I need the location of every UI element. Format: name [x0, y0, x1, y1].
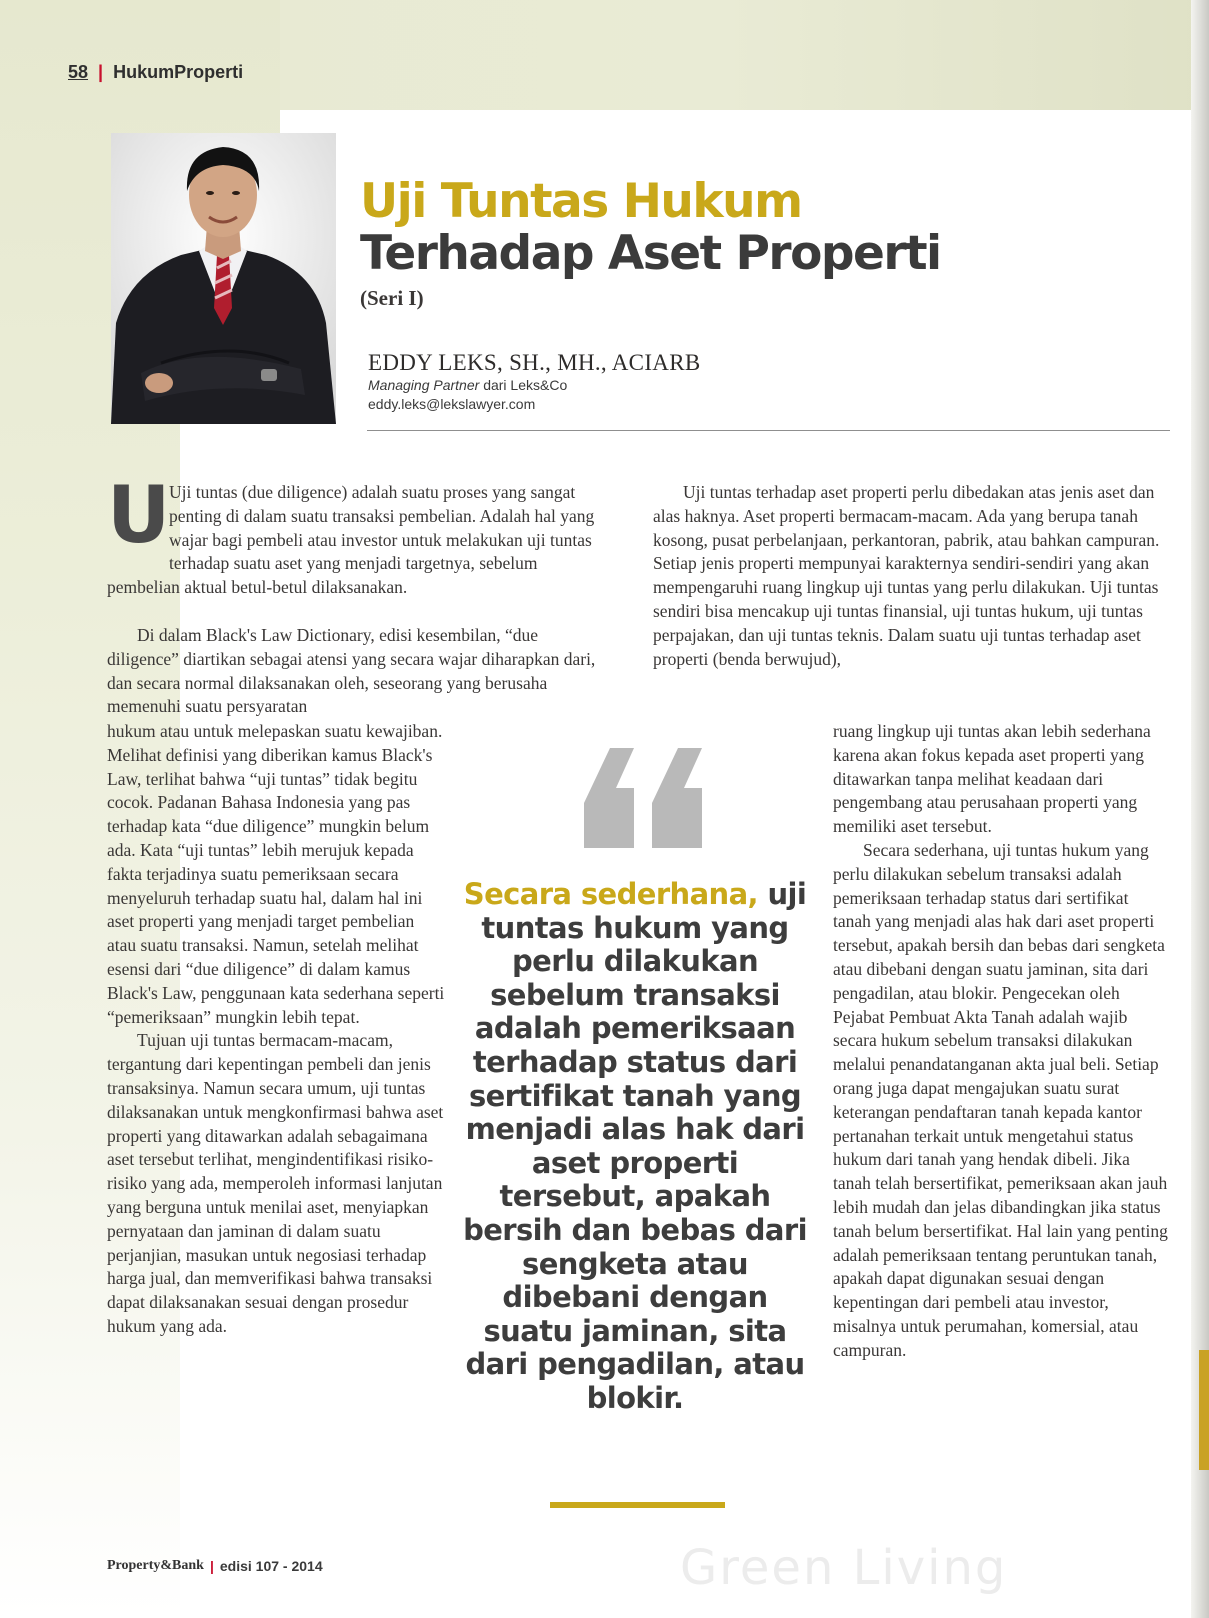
- edition-label: edisi 107 - 2014: [219, 1558, 323, 1574]
- drop-cap-spacer: U: [107, 471, 171, 561]
- article-title-line1: Uji Tuntas Hukum: [360, 174, 802, 229]
- pull-quote-lead: Secara sederhana,: [463, 877, 758, 911]
- intro-paragraph-container: [107, 471, 613, 598]
- intro-paragraph: Uji tuntas (due diligence) adalah suatu proses yang sangat penting di dalam suatu transaksi pembelian. Adalah hal yang wajar bagi pembeli atau investor untuk melakukan uji tuntas terhadap suatu aset yang menjadi targetnya, sebelum pembelian aktual betul-betul dilaksanakan.: [107, 482, 595, 598]
- quote-mark-icon: [576, 748, 712, 848]
- page-footer: [107, 1558, 323, 1574]
- author-email: eddy.leks@lekslawyer.com: [368, 396, 536, 412]
- column-2-paragraph-1-start: Uji tuntas terhadap aset properti perlu dibedakan atas jenis aset dan alas haknya. Aset properti bermacam-macam. Ada yang berupa tanah kosong, pusat perbelanjaan, perkantoran, pabrik, atau bahkan campuran. Setiap jenis properti mempunyai karakternya sendiri-sendiri yang akan mempengaruhi ruang lingkup uji tuntas yang perlu dilakukan. Uji tuntas sendiri bisa mencakup uji tuntas finansial, uji tuntas hukum, uji tuntas perpajakan, dan uji tuntas teknis. Dalam suatu uji tuntas terhadap aset properti (benda berwujud),: [653, 482, 1160, 669]
- footer-divider: |: [209, 1558, 214, 1574]
- paragraph-2-wide: [107, 624, 613, 719]
- paragraph-3: Tujuan uji tuntas bermacam-macam, tergantung dari kepentingan pembeli dan jenis transaksinya. Namun secara umum, uji tuntas dilaksanakan untuk mengkonfirmasi bahwa aset properti yang ditawarkan adalah sebagaimana aset tersebut terlihat, mengindentifikasi risiko-risiko yang ada, memperoleh informasi lanjutan yang berguna untuk menilai aset, menyiapkan pernyataan dan jaminan di dalam suatu perjanjian, masukan untuk negosiasi terhadap harga jual, dan memverifikasi bahwa transaksi dapat dilaksanakan sesuai dengan prosedur hukum yang ada.: [107, 1030, 444, 1336]
- page-watermark: Green Living: [680, 1540, 1008, 1596]
- article-title-block: [360, 176, 1160, 311]
- column-1-narrow: [107, 720, 447, 1339]
- paragraph-2-end: hukum atau untuk melepaskan suatu kewajiban. Melihat definisi yang diberikan kamus Black's Law, terlihat bahwa “uji tuntas” tidak begitu cocok. Padanan Bahasa Indonesia yang pas terhadap kata “due diligence” mungkin belum ada. Kata “uji tuntas” lebih merujuk kepada fakta terjadinya suatu pemeriksaan secara menyeluruh terhadap suatu hal, dalam hal ini aset properti yang menjadi target pembelian atau suatu transaksi. Namun, setelah melihat esensi dari “due diligence” di dalam kamus Black's Law, penggunaan kata sederhana seperti “pemeriksaan” mungkin lebih tepat.: [107, 721, 445, 1027]
- author-portrait-image: [111, 133, 336, 424]
- page-header: [68, 62, 243, 83]
- author-firm: dari Leks&Co: [483, 377, 568, 393]
- page-number: 58: [68, 62, 89, 82]
- page-edge-tab: [1199, 1350, 1209, 1470]
- pull-quote-body: uji tuntas hukum yang perlu dilakukan sebelum transaksi adalah pemeriksaan terhadap status dari sertifikat tanah yang menjadi alas hak dari aset properti tersebut, apakah bersih dan bebas dari sengketa atau dibebani dengan suatu jaminan, sita dari pengadilan, atau blokir.: [463, 877, 807, 1415]
- section-name: HukumProperti: [113, 62, 244, 82]
- author-byline: [368, 350, 700, 414]
- author-photo: [111, 133, 336, 424]
- article-title-line2: Terhadap Aset Properti: [360, 226, 941, 281]
- column-2-paragraph-2: Secara sederhana, uji tuntas hukum yang perlu dilakukan sebelum transaksi adalah pemeriksaan terhadap status dari sertifikat tanah yang menjadi alas hak dari aset properti tersebut, apakah bersih dan bebas dari sengketa atau dibebani dengan suatu jaminan, sita dari pengadilan, atau blokir. Pengecekan oleh Pejabat Pembuat Akta Tanah adalah wajib secara hukum sebelum transaksi dilakukan melalui penandatanganan akta jual beli. Setiap orang juga dapat mengajukan suatu surat keterangan pendaftaran tanah kepada kantor pertanahan terkait untuk mengetahui status hukum dari tanah yang hendak dibeli. Jika tanah telah bersertifikat, pemeriksaan akan jauh lebih mudah dan jelas dibandingkan jika status tanah belum bersertifikat. Hal lain yang penting adalah pemeriksaan tentang peruntukan tanah, apakah dapat digunakan sesuai dengan kepentingan dari pembeli atau investor, misalnya untuk perumahan, komersial, atau campuran.: [833, 839, 1168, 1360]
- magazine-brand: Property&Bank: [107, 1558, 204, 1573]
- column-2-narrow: [833, 720, 1168, 1363]
- header-divider: |: [98, 62, 104, 82]
- title-divider: [367, 430, 1170, 431]
- column-2-wide: [653, 481, 1165, 671]
- author-role: [368, 376, 700, 395]
- author-role-title: Managing Partner: [368, 377, 480, 393]
- author-name: EDDY LEKS, SH., MH., ACIARB: [368, 350, 701, 375]
- paragraph-2-start: Di dalam Black's Law Dictionary, edisi kesembilan, “due diligence” diartikan sebagai atensi yang secara wajar diharapkan dari, dan secara normal dilaksanakan oleh, seseorang yang berusaha memenuhi suatu persyaratan: [107, 625, 596, 717]
- pull-quote-underline: [550, 1502, 725, 1508]
- column-2-paragraph-1-end: ruang lingkup uji tuntas akan lebih sederhana karena akan fokus kepada aset properti yang ditawarkan tanpa melihat keadaan dari pengembang atau perusahaan properti yang memiliki aset tersebut.: [833, 721, 1151, 837]
- pull-quote: [460, 878, 810, 1416]
- article-series: (Seri I): [360, 286, 424, 310]
